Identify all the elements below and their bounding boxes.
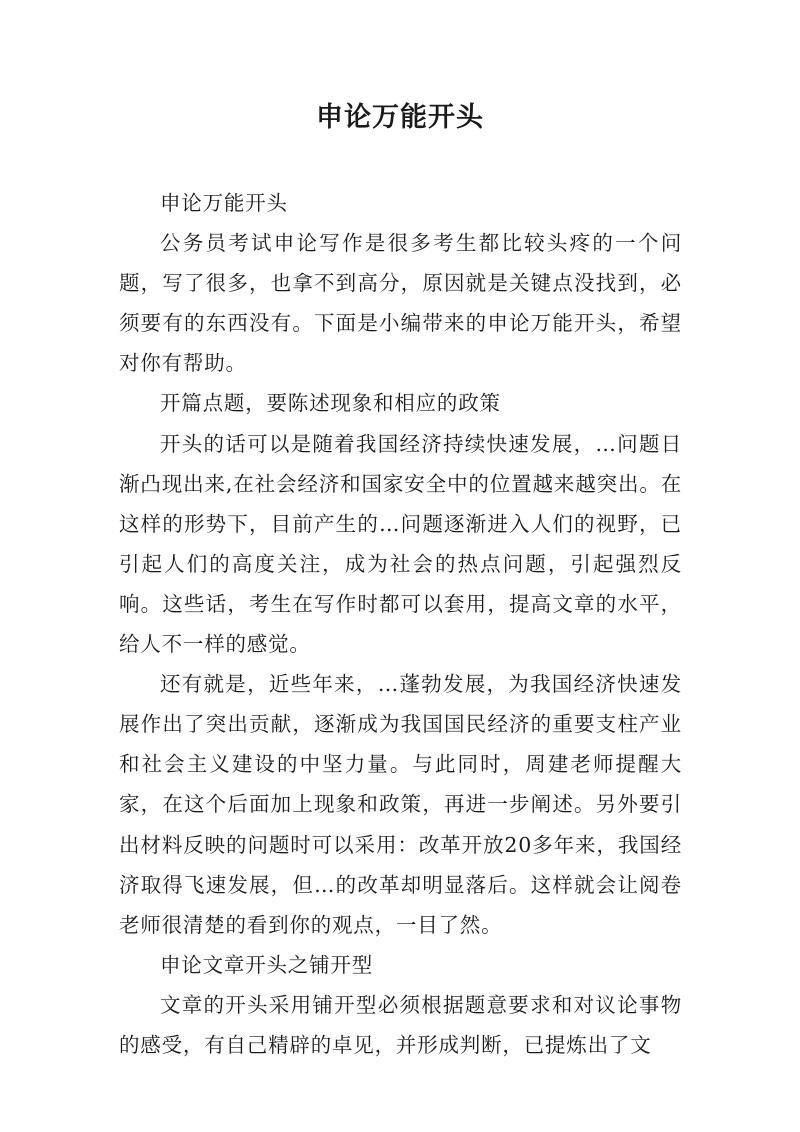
document-body <box>119 183 682 1065</box>
paragraph-opening-example: 开头的话可以是随着我国经济持续快速发展，…问题日渐凸现出来,在社会经济和国家安全中的位置越来越突出。在这样的形势下，目前产生的…问题逐渐进入人们的视野，已引起人们的高度关注，成为社会的热点问题，引起强烈反响。这些话，考生在写作时都可以套用，提高文章的水平，给人不一样的感觉。 <box>119 431 682 657</box>
paragraph-subtitle: 申论万能开头 <box>160 191 288 215</box>
paragraph-intro: 公务员考试申论写作是很多考生都比较头疼的一个问题，写了很多，也拿不到高分，原因就是关键点没找到，必须要有的东西没有。下面是小编带来的申论万能开头，希望对你有帮助。 <box>119 231 682 376</box>
paragraph-heading-opening: 开篇点题，要陈述现象和相应的政策 <box>160 391 501 416</box>
paragraph-additional-example: 还有就是，近些年来，…蓬勃发展，为我国经济快速发展作出了突出贡献，逐渐成为我国国民经济的重要支柱产业和社会主义建设的中坚力量。与此同时，周建老师提醒大家，在这个后面加上现象和政策，再进一步阐述。另外要引出材料反映的问题时可以采用：改革开放20多年来，我国经济取得飞速发展，但…的改革却明显落后。这样就会让阅卷老师很清楚的看到你的观点，一目了然。 <box>119 672 682 937</box>
paragraph-expand-type-text: 文章的开头采用铺开型必须根据题意要求和对议论事物的感受，有自己精辟的卓见，并形成判断，已提炼出了文 <box>119 992 682 1057</box>
document-title: 申论万能开头 <box>316 102 484 133</box>
paragraph-heading-expand-type: 申论文章开头之铺开型 <box>160 952 373 977</box>
